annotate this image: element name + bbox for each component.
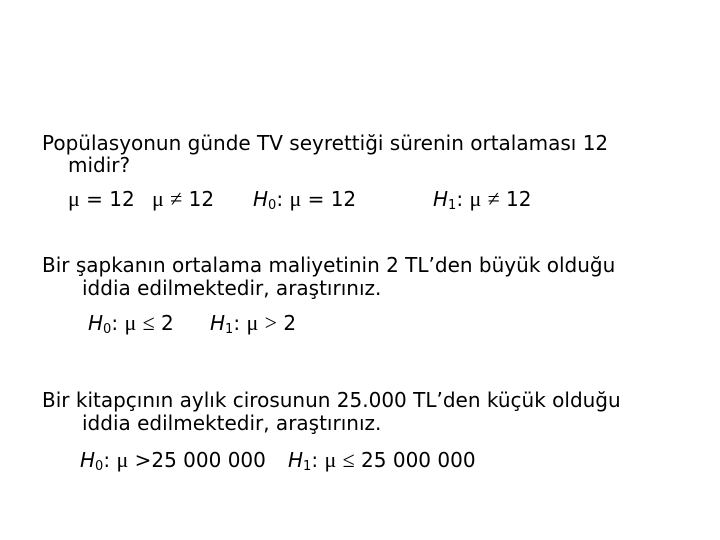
- question-1-line-2: midir?: [68, 153, 131, 177]
- question-2-line-1: Bir şapkanın ortalama maliyetinin 2 TL’den büyük olduğu: [42, 253, 616, 277]
- question-3-line-2: iddia edilmektedir, araştırınız.: [82, 411, 382, 435]
- alternative-hypothesis-1: $H_1$: μ ≠ 12: [433, 186, 532, 213]
- mu-not-equal-12: μ ≠ 12: [152, 186, 215, 211]
- question-3-line-1: Bir kitapçının aylık cirosunun 25.000 TL’den küçük olduğu: [42, 388, 621, 412]
- null-hypothesis-1: $H_0$: μ = 12: [253, 186, 357, 213]
- null-hypothesis-2: $H_0$: μ ≤ 2: [88, 310, 174, 337]
- mu-equals-12: μ = 12: [68, 186, 135, 211]
- question-2-line-2: iddia edilmektedir, araştırınız.: [82, 276, 382, 300]
- null-hypothesis-3: $H_0$: μ >25 000 000: [80, 447, 266, 474]
- alternative-hypothesis-2: $H_1$: μ > 2: [210, 310, 297, 337]
- alternative-hypothesis-3: $H_1$: μ ≤ 25 000 000: [288, 447, 476, 474]
- question-1-line-1: Popülasyonun günde TV seyrettiği sürenin ortalaması 12: [42, 131, 609, 155]
